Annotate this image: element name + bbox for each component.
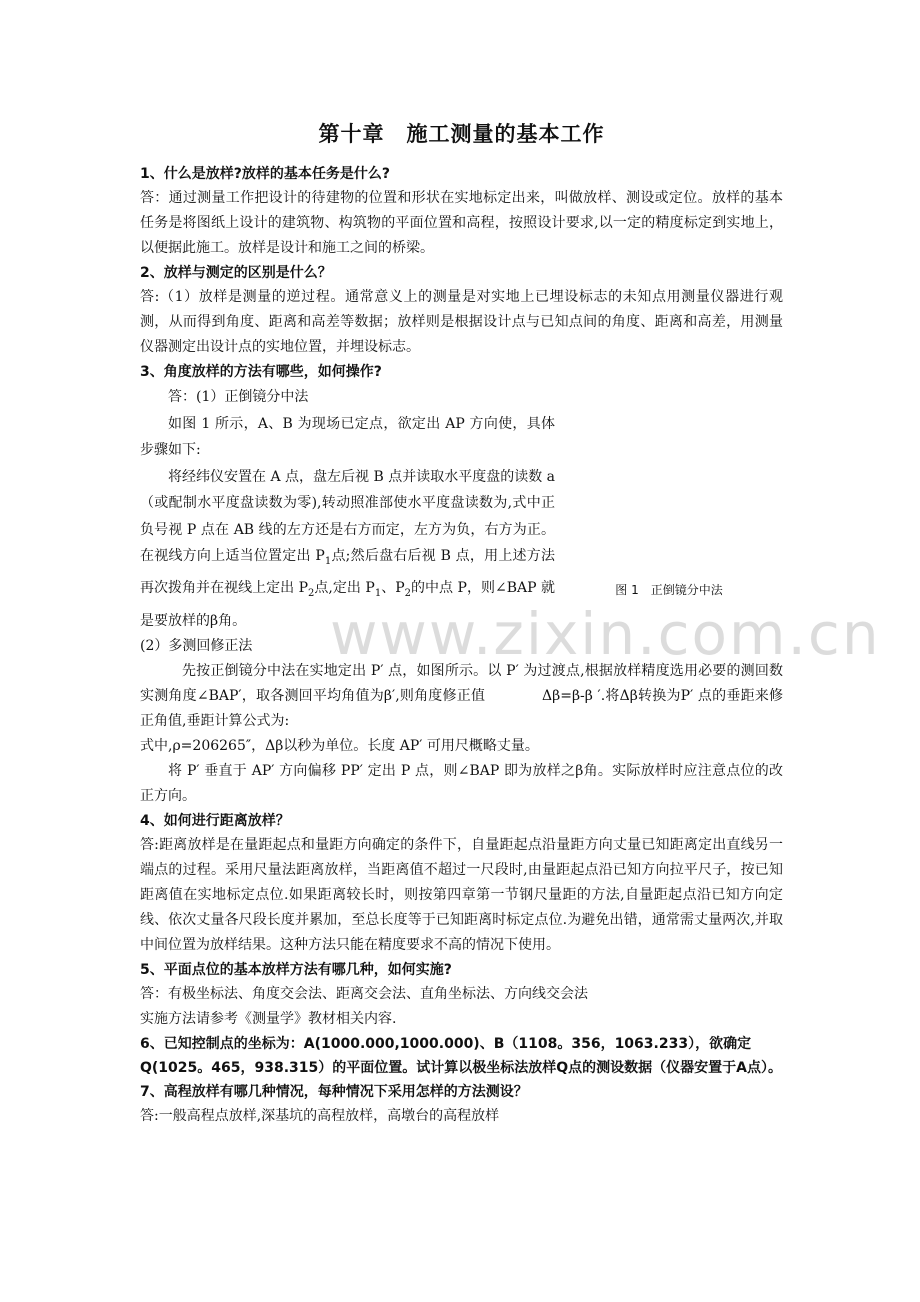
question-2: 2、放样与测定的区别是什么？ [140, 265, 332, 281]
answer-7: 答:一般高程点放样,深基坑的高程放样，高墩台的高程放样 [140, 1108, 500, 1125]
chapter-title: 第十章 施工测量的基本工作 [318, 122, 605, 146]
method-1-block [140, 384, 783, 634]
method-2-heading: (2）多测回修正法 [140, 638, 253, 655]
question-6: 6、已知控制点的坐标为：A(1000.000,1000.000)、B（1108。356，1063.233），欲确定Q(1025。465，938.315）的平面位置。试计算以极坐标法放样Q点的测设数据（仪器安置于A点）。 [140, 1036, 782, 1077]
question-4: 4、如何进行距离放样？ [140, 813, 290, 830]
answer-5-methods: 答：有极坐标法、角度交会法、距离交会法、直角坐标法、方向线交会法 [140, 986, 588, 1003]
method-1-steps: 将经纬仪安置在 A 点，盘左后视 B 点并读取水平度盘的读数 a（或配制水平度盘读数为零),转动照准部使水平度盘读数为,式中正负号视 P 点在 AB 线的左方还是右方而定，左方为负，右方为正。在视线方向上适当位置定出 $P_1$点;然后盘右后视 B 点，用上述方法再次拨角并在视线上定出 $P_2$点,定出 $P_1$、$P_2$的中点 P，则∠BAP 就是要放样的β角。 [140, 468, 556, 629]
question-3: 3、角度放样的方法有哪些，如何操作? [140, 364, 382, 380]
document-page [140, 118, 783, 1129]
method-2-rho: 式中,ρ=206265″，Δβ以秒为单位。长度 AP′ 可用尺概略丈量。 [140, 738, 539, 755]
correction-formula: Δβ=β-β [542, 688, 593, 705]
figure-1-caption: 图 1 正倒镜分中法 [615, 583, 723, 598]
answer-2: 答:（1）放样是测量的逆过程。通常意义上的测量是对实地上已埋设标志的未知点用测量仪器进行观测，从而得到角度、距离和高差等数据；放样则是根据设计点与已知点间的角度、距离和高差，用测量仪器测定出设计点的实地位置，并埋设标志。 [140, 289, 783, 355]
question-7: 7、高程放样有哪几种情况，每种情况下采用怎样的方法测设？ [140, 1084, 528, 1101]
answer-1: 答：通过测量工作把设计的待建物的位置和形状在实地标定出来，叫做放样、测设或定位。放样的基本任务是将图纸上设计的建筑物、构筑物的平面位置和高程，按照设计要求,以一定的精度标定到实地上，以便据此施工。放样是设计和施工之间的桥梁。 [140, 190, 783, 256]
question-1: 1、什么是放样?放样的基本任务是什么? [140, 166, 390, 182]
method-1-intro: 如图 1 所示，A、B 为现场已定点，欲定出 AP 方向使，具体步骤如下: [140, 415, 555, 458]
method-2-offset: 将 P′ 垂直于 AP′ 方向偏移 PP′ 定出 P 点，则∠BAP 即为放样之β角。实际放样时应注意点位的改正方向。 [140, 763, 783, 805]
question-5: 5、平面点位的基本放样方法有哪几种，如何实施? [140, 962, 452, 979]
method-1-heading: 答：(1）正倒镜分中法 [168, 389, 309, 405]
answer-5-reference: 实施方法请参考《测量学》教材相关内容. [140, 1011, 397, 1028]
watermark: www.zixin.com.cn [330, 600, 881, 668]
method-2-text: 先按正倒镜分中法在实地定出 P′ 点，如图所示。以 P′ 为过渡点,根据放样精度选用必要的测回数实测角度∠BAP′，取各测回平均角值为β′,则角度修正值 Δβ=β-β ′.将Δβ转换为P′ 点的垂距来修正角值,垂距计算公式为: [140, 663, 783, 730]
answer-4: 答:距离放样是在量距起点和量距方向确定的条件下，自量距起点沿量距方向丈量已知距离定出直线另一端点的过程。采用尺量法距离放样，当距离值不超过一尺段时,由量距起点沿已知方向拉平尺子，按已知距离值在实地标定点位.如果距离较长时，则按第四章第一节钢尺量距的方法,自量距起点沿已知方向定线、依次丈量各尺段长度并累加，至总长度等于已知距离时标定点位.为避免出错，通常需丈量两次,并取中间位置为放样结果。这种方法只能在精度要求不高的情况下使用。 [140, 837, 783, 954]
